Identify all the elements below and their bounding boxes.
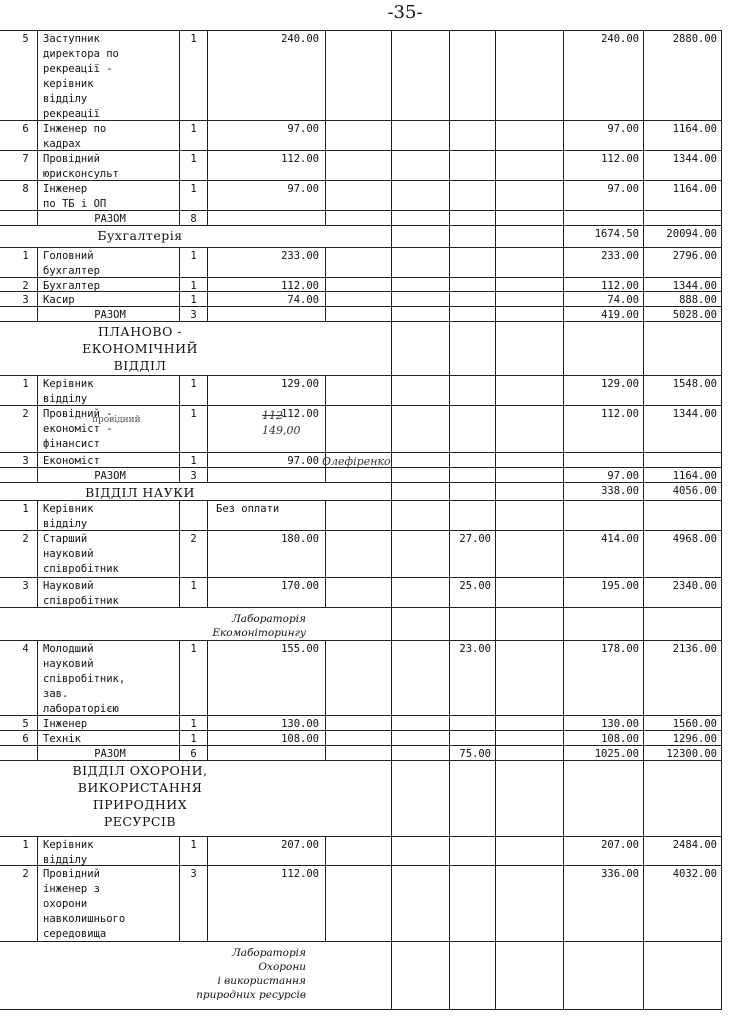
count-cell: 1 <box>180 31 208 121</box>
number-cell: 5 <box>14 716 38 731</box>
table-row <box>0 836 722 866</box>
extra-b-cell <box>392 578 450 608</box>
number-cell <box>14 746 38 761</box>
laboratory-title: Лабораторія Екомоніторингу <box>212 613 306 639</box>
extra-b-cell <box>392 292 450 307</box>
name-cell: Заступник директора по рекреації - керівник відділу рекреації <box>38 31 180 121</box>
salary-cell <box>208 307 326 322</box>
monthly-total-cell: 414.00 <box>564 531 644 578</box>
allowance-cell <box>450 292 496 307</box>
allowance-cell <box>450 31 496 121</box>
extra-b-cell <box>392 468 450 483</box>
monthly-total-cell: 1674.50 <box>564 226 644 248</box>
number-cell: 2 <box>14 531 38 578</box>
allowance-cell <box>450 211 496 226</box>
extra-b-cell <box>392 181 450 211</box>
number-cell <box>14 307 38 322</box>
monthly-total-cell: 97.00 <box>564 121 644 151</box>
salary-cell: 112.00 <box>208 406 326 453</box>
extra-c-cell <box>496 501 564 531</box>
handwritten-name-correction: провідний <box>92 415 141 425</box>
section-title: ВІДДІЛ ОХОРОНИ, ВИКОРИСТАННЯ ПРИРОДНИХ РЕСУРСІВ <box>72 763 208 829</box>
count-cell: 1 <box>180 376 208 406</box>
name-cell: Провідний - економіст - фінансист <box>38 406 180 453</box>
table-row <box>0 500 722 531</box>
yearly-total-cell: 1344.00 <box>644 151 722 181</box>
extra-b-cell <box>392 837 450 866</box>
monthly-total-cell <box>564 501 644 531</box>
extra-a-cell <box>326 406 392 453</box>
empty-cell <box>496 761 564 837</box>
empty-cell <box>392 226 450 248</box>
number-cell <box>14 211 38 226</box>
extra-b-cell <box>392 278 450 292</box>
allowance-cell <box>450 406 496 453</box>
extra-c-cell <box>496 716 564 731</box>
yearly-total-cell: 2136.00 <box>644 641 722 716</box>
extra-c-cell <box>496 211 564 226</box>
total-row <box>0 745 722 761</box>
extra-c-cell <box>496 292 564 307</box>
monthly-total-cell: 130.00 <box>564 716 644 731</box>
table-row <box>0 150 722 181</box>
salary-cell: 233.00 <box>208 248 326 278</box>
section-row <box>0 482 722 501</box>
monthly-total-cell: 240.00 <box>564 31 644 121</box>
total-row <box>0 467 722 483</box>
name-cell: Провідний юрисконсульт <box>38 151 180 181</box>
count-cell: 1 <box>180 248 208 278</box>
extra-b-cell <box>392 501 450 531</box>
total-row <box>0 306 722 322</box>
extra-c-cell <box>496 31 564 121</box>
empty-cell <box>496 322 564 376</box>
count-cell: 3 <box>180 307 208 322</box>
salary-cell: 97.00 <box>208 121 326 151</box>
table-row <box>0 865 722 942</box>
lab-row <box>0 941 722 1010</box>
yearly-total-cell <box>644 453 722 468</box>
extra-a-cell <box>326 578 392 608</box>
salary-cell: 207.00 <box>208 837 326 866</box>
extra-a-cell <box>326 376 392 406</box>
monthly-total-cell: 112.00 <box>564 278 644 292</box>
extra-a-cell <box>326 716 392 731</box>
table-row <box>0 405 722 453</box>
monthly-total-cell: 112.00 <box>564 406 644 453</box>
extra-c-cell <box>496 406 564 453</box>
count-cell: 1 <box>180 716 208 731</box>
number-cell: 5 <box>14 31 38 121</box>
table-row <box>0 30 722 121</box>
extra-b-cell <box>392 211 450 226</box>
table-row <box>0 291 722 307</box>
monthly-total-cell: 195.00 <box>564 578 644 608</box>
name-cell: Головний бухгалтер <box>38 248 180 278</box>
name-cell: Бухгалтер <box>38 278 180 292</box>
monthly-total-cell: 338.00 <box>564 483 644 501</box>
monthly-total-cell: 74.00 <box>564 292 644 307</box>
count-cell: 1 <box>180 406 208 453</box>
allowance-cell <box>450 151 496 181</box>
number-cell: 2 <box>14 278 38 292</box>
extra-c-cell <box>496 151 564 181</box>
extra-c-cell <box>496 866 564 942</box>
name-cell: Інженер <box>38 716 180 731</box>
count-cell: 1 <box>180 837 208 866</box>
extra-c-cell <box>496 453 564 468</box>
extra-a-cell <box>326 866 392 942</box>
empty-cell <box>450 226 496 248</box>
count-cell: 1 <box>180 278 208 292</box>
salary-cell: 97.00 <box>208 453 326 468</box>
table-row <box>0 375 722 406</box>
salary-cell: 155.00 <box>208 641 326 716</box>
extra-a-cell <box>326 468 392 483</box>
number-cell: 3 <box>14 578 38 608</box>
allowance-cell <box>450 731 496 746</box>
extra-b-cell <box>392 406 450 453</box>
lab-row <box>0 607 722 641</box>
salary-cell: Без оплати <box>208 501 326 531</box>
name-cell: Інженер по ТБ і ОП <box>38 181 180 211</box>
empty-cell <box>392 608 450 641</box>
yearly-total-cell: 1548.00 <box>644 376 722 406</box>
table-row <box>0 530 722 578</box>
number-cell: 6 <box>14 121 38 151</box>
number-cell: 1 <box>14 837 38 866</box>
extra-c-cell <box>496 376 564 406</box>
monthly-total-cell <box>564 761 644 837</box>
extra-a-cell <box>326 837 392 866</box>
extra-c-cell <box>496 531 564 578</box>
count-cell: 1 <box>180 453 208 468</box>
monthly-total-cell: 112.00 <box>564 151 644 181</box>
allowance-cell <box>450 248 496 278</box>
page-number: -35- <box>387 2 423 23</box>
number-cell: 1 <box>14 376 38 406</box>
name-cell: РАЗОМ <box>38 307 180 322</box>
empty-cell <box>326 608 392 641</box>
extra-b-cell <box>392 641 450 716</box>
allowance-cell <box>450 501 496 531</box>
yearly-total-cell: 1344.00 <box>644 278 722 292</box>
count-cell <box>180 501 208 531</box>
yearly-total-cell: 4056.00 <box>644 483 722 501</box>
name-cell: Інженер по кадрах <box>38 121 180 151</box>
extra-c-cell <box>496 837 564 866</box>
yearly-total-cell <box>644 608 722 641</box>
extra-b-cell <box>392 746 450 761</box>
extra-c-cell <box>496 181 564 211</box>
extra-a-cell <box>326 307 392 322</box>
extra-c-cell <box>496 641 564 716</box>
yearly-total-cell: 1164.00 <box>644 468 722 483</box>
number-cell: 8 <box>14 181 38 211</box>
count-cell: 1 <box>180 731 208 746</box>
allowance-cell <box>450 866 496 942</box>
salary-cell: 108.00 <box>208 731 326 746</box>
extra-a-cell <box>326 731 392 746</box>
extra-b-cell <box>392 31 450 121</box>
salary-cell: 170.00 <box>208 578 326 608</box>
salary-cell <box>208 211 326 226</box>
yearly-total-cell: 1164.00 <box>644 121 722 151</box>
empty-cell <box>392 322 450 376</box>
name-cell: Провідний інженер з охорони навколишнього середовища <box>38 866 180 942</box>
struck-salary-value: 112 <box>262 409 283 422</box>
monthly-total-cell: 97.00 <box>564 181 644 211</box>
yearly-total-cell <box>644 501 722 531</box>
allowance-cell: 25.00 <box>450 578 496 608</box>
empty-cell <box>450 608 496 641</box>
extra-b-cell <box>392 731 450 746</box>
handwritten-salary-correction: 149,00 <box>262 424 301 437</box>
extra-b-cell <box>392 866 450 942</box>
monthly-total-cell <box>564 211 644 226</box>
salary-cell: 112.00 <box>208 151 326 181</box>
name-cell: Керівник відділу <box>38 501 180 531</box>
extra-a-cell <box>326 211 392 226</box>
count-cell: 3 <box>180 866 208 942</box>
number-cell: 2 <box>14 866 38 942</box>
table-row <box>0 640 722 716</box>
monthly-total-cell <box>564 942 644 1010</box>
yearly-total-cell: 2880.00 <box>644 31 722 121</box>
extra-a-cell <box>326 641 392 716</box>
number-cell: 1 <box>14 248 38 278</box>
allowance-cell: 75.00 <box>450 746 496 761</box>
name-cell: РАЗОМ <box>38 211 180 226</box>
yearly-total-cell: 2796.00 <box>644 248 722 278</box>
empty-cell <box>392 942 450 1010</box>
section-row <box>0 225 722 248</box>
empty-cell <box>326 761 392 837</box>
extra-c-cell <box>496 746 564 761</box>
section-row <box>0 321 722 376</box>
count-cell: 1 <box>180 641 208 716</box>
extra-b-cell <box>392 716 450 731</box>
name-cell: Касир <box>38 292 180 307</box>
name-cell: РАЗОМ <box>38 468 180 483</box>
count-cell: 1 <box>180 151 208 181</box>
name-cell: Науковий співробітник <box>38 578 180 608</box>
extra-a-cell <box>326 746 392 761</box>
monthly-total-cell: 108.00 <box>564 731 644 746</box>
table-row <box>0 277 722 292</box>
extra-c-cell <box>496 121 564 151</box>
empty-cell <box>450 322 496 376</box>
salary-cell <box>208 468 326 483</box>
salary-cell: 97.00 <box>208 181 326 211</box>
table-row <box>0 180 722 211</box>
allowance-cell <box>450 307 496 322</box>
monthly-total-cell: 233.00 <box>564 248 644 278</box>
extra-b-cell <box>392 376 450 406</box>
count-cell: 1 <box>180 578 208 608</box>
yearly-total-cell: 12300.00 <box>644 746 722 761</box>
salary-cell: 240.00 <box>208 31 326 121</box>
laboratory-title: Лабораторія Охорони і використання природних ресурсів <box>196 947 306 1001</box>
count-cell: 1 <box>180 181 208 211</box>
empty-cell <box>450 761 496 837</box>
extra-c-cell <box>496 468 564 483</box>
extra-b-cell <box>392 531 450 578</box>
yearly-total-cell <box>644 211 722 226</box>
count-cell: 1 <box>180 121 208 151</box>
yearly-total-cell: 20094.00 <box>644 226 722 248</box>
allowance-cell: 27.00 <box>450 531 496 578</box>
number-cell: 2 <box>14 406 38 453</box>
empty-cell <box>450 483 496 501</box>
yearly-total-cell: 1344.00 <box>644 406 722 453</box>
table-row <box>0 247 722 278</box>
monthly-total-cell: 97.00 <box>564 468 644 483</box>
number-cell <box>14 468 38 483</box>
table-row <box>0 730 722 746</box>
count-cell: 8 <box>180 211 208 226</box>
allowance-cell <box>450 181 496 211</box>
monthly-total-cell <box>564 608 644 641</box>
yearly-total-cell <box>644 942 722 1010</box>
total-row <box>0 210 722 226</box>
extra-a-cell <box>326 121 392 151</box>
table-row <box>0 577 722 608</box>
salary-cell: 112.00 <box>208 866 326 942</box>
extra-a-cell <box>326 181 392 211</box>
monthly-total-cell <box>564 453 644 468</box>
allowance-cell <box>450 376 496 406</box>
table-row <box>0 120 722 151</box>
name-cell: Молодший науковий співробітник, зав. лабораторією <box>38 641 180 716</box>
empty-cell <box>326 942 392 1010</box>
section-title: ПЛАНОВО - ЕКОНОМІЧНИЙ ВІДДІЛ <box>82 324 198 373</box>
yearly-total-cell: 4968.00 <box>644 531 722 578</box>
allowance-cell: 23.00 <box>450 641 496 716</box>
empty-cell <box>392 483 450 501</box>
allowance-cell <box>450 468 496 483</box>
yearly-total-cell: 1296.00 <box>644 731 722 746</box>
salary-cell: 129.00 <box>208 376 326 406</box>
yearly-total-cell: 5028.00 <box>644 307 722 322</box>
allowance-cell <box>450 837 496 866</box>
monthly-total-cell: 178.00 <box>564 641 644 716</box>
empty-cell <box>496 226 564 248</box>
name-cell: Технік <box>38 731 180 746</box>
section-title: ВІДДІЛ НАУКИ <box>85 485 195 500</box>
extra-a-cell <box>326 292 392 307</box>
salary-cell: 130.00 <box>208 716 326 731</box>
name-cell: РАЗОМ <box>38 746 180 761</box>
salary-cell: 112.00 <box>208 278 326 292</box>
extra-a-cell <box>326 531 392 578</box>
salary-cell <box>208 746 326 761</box>
yearly-total-cell: 2340.00 <box>644 578 722 608</box>
allowance-cell <box>450 716 496 731</box>
name-cell: Старший науковий співробітник <box>38 531 180 578</box>
extra-a-cell <box>326 248 392 278</box>
name-cell: Економіст <box>38 453 180 468</box>
yearly-total-cell: 1164.00 <box>644 181 722 211</box>
number-cell: 7 <box>14 151 38 181</box>
extra-c-cell <box>496 248 564 278</box>
name-cell: Керівник відділу <box>38 837 180 866</box>
count-cell: 3 <box>180 468 208 483</box>
empty-cell <box>450 942 496 1010</box>
section-row <box>0 760 722 837</box>
yearly-total-cell: 1560.00 <box>644 716 722 731</box>
number-cell: 4 <box>14 641 38 716</box>
table-row <box>0 715 722 731</box>
extra-a-cell <box>326 151 392 181</box>
count-cell: 6 <box>180 746 208 761</box>
count-cell: 1 <box>180 292 208 307</box>
empty-cell <box>496 608 564 641</box>
monthly-total-cell: 1025.00 <box>564 746 644 761</box>
salary-cell: 74.00 <box>208 292 326 307</box>
monthly-total-cell: 129.00 <box>564 376 644 406</box>
empty-cell <box>326 322 392 376</box>
number-cell: 6 <box>14 731 38 746</box>
number-cell: 3 <box>14 453 38 468</box>
extra-c-cell <box>496 278 564 292</box>
name-cell: Керівник відділу <box>38 376 180 406</box>
extra-b-cell <box>392 121 450 151</box>
allowance-cell <box>450 121 496 151</box>
extra-b-cell <box>392 248 450 278</box>
empty-cell <box>392 761 450 837</box>
count-cell: 2 <box>180 531 208 578</box>
extra-a-cell <box>326 278 392 292</box>
monthly-total-cell <box>564 322 644 376</box>
extra-a-cell <box>326 501 392 531</box>
empty-cell <box>326 226 392 248</box>
handwritten-signature-note: Олефіренко <box>322 455 391 468</box>
monthly-total-cell: 336.00 <box>564 866 644 942</box>
number-cell: 1 <box>14 501 38 531</box>
extra-a-cell <box>326 31 392 121</box>
extra-b-cell <box>392 151 450 181</box>
salary-cell: 180.00 <box>208 531 326 578</box>
extra-b-cell <box>392 307 450 322</box>
yearly-total-cell <box>644 322 722 376</box>
monthly-total-cell: 207.00 <box>564 837 644 866</box>
number-cell: 3 <box>14 292 38 307</box>
yearly-total-cell: 888.00 <box>644 292 722 307</box>
empty-cell <box>496 942 564 1010</box>
monthly-total-cell: 419.00 <box>564 307 644 322</box>
section-title: Бухгалтерія <box>97 228 183 243</box>
empty-cell <box>326 483 392 501</box>
yearly-total-cell: 4032.00 <box>644 866 722 942</box>
extra-b-cell <box>392 453 450 468</box>
extra-c-cell <box>496 731 564 746</box>
yearly-total-cell <box>644 761 722 837</box>
allowance-cell <box>450 278 496 292</box>
yearly-total-cell: 2484.00 <box>644 837 722 866</box>
empty-cell <box>496 483 564 501</box>
extra-c-cell <box>496 578 564 608</box>
allowance-cell <box>450 453 496 468</box>
table-bottom-border <box>0 1009 722 1010</box>
extra-c-cell <box>496 307 564 322</box>
